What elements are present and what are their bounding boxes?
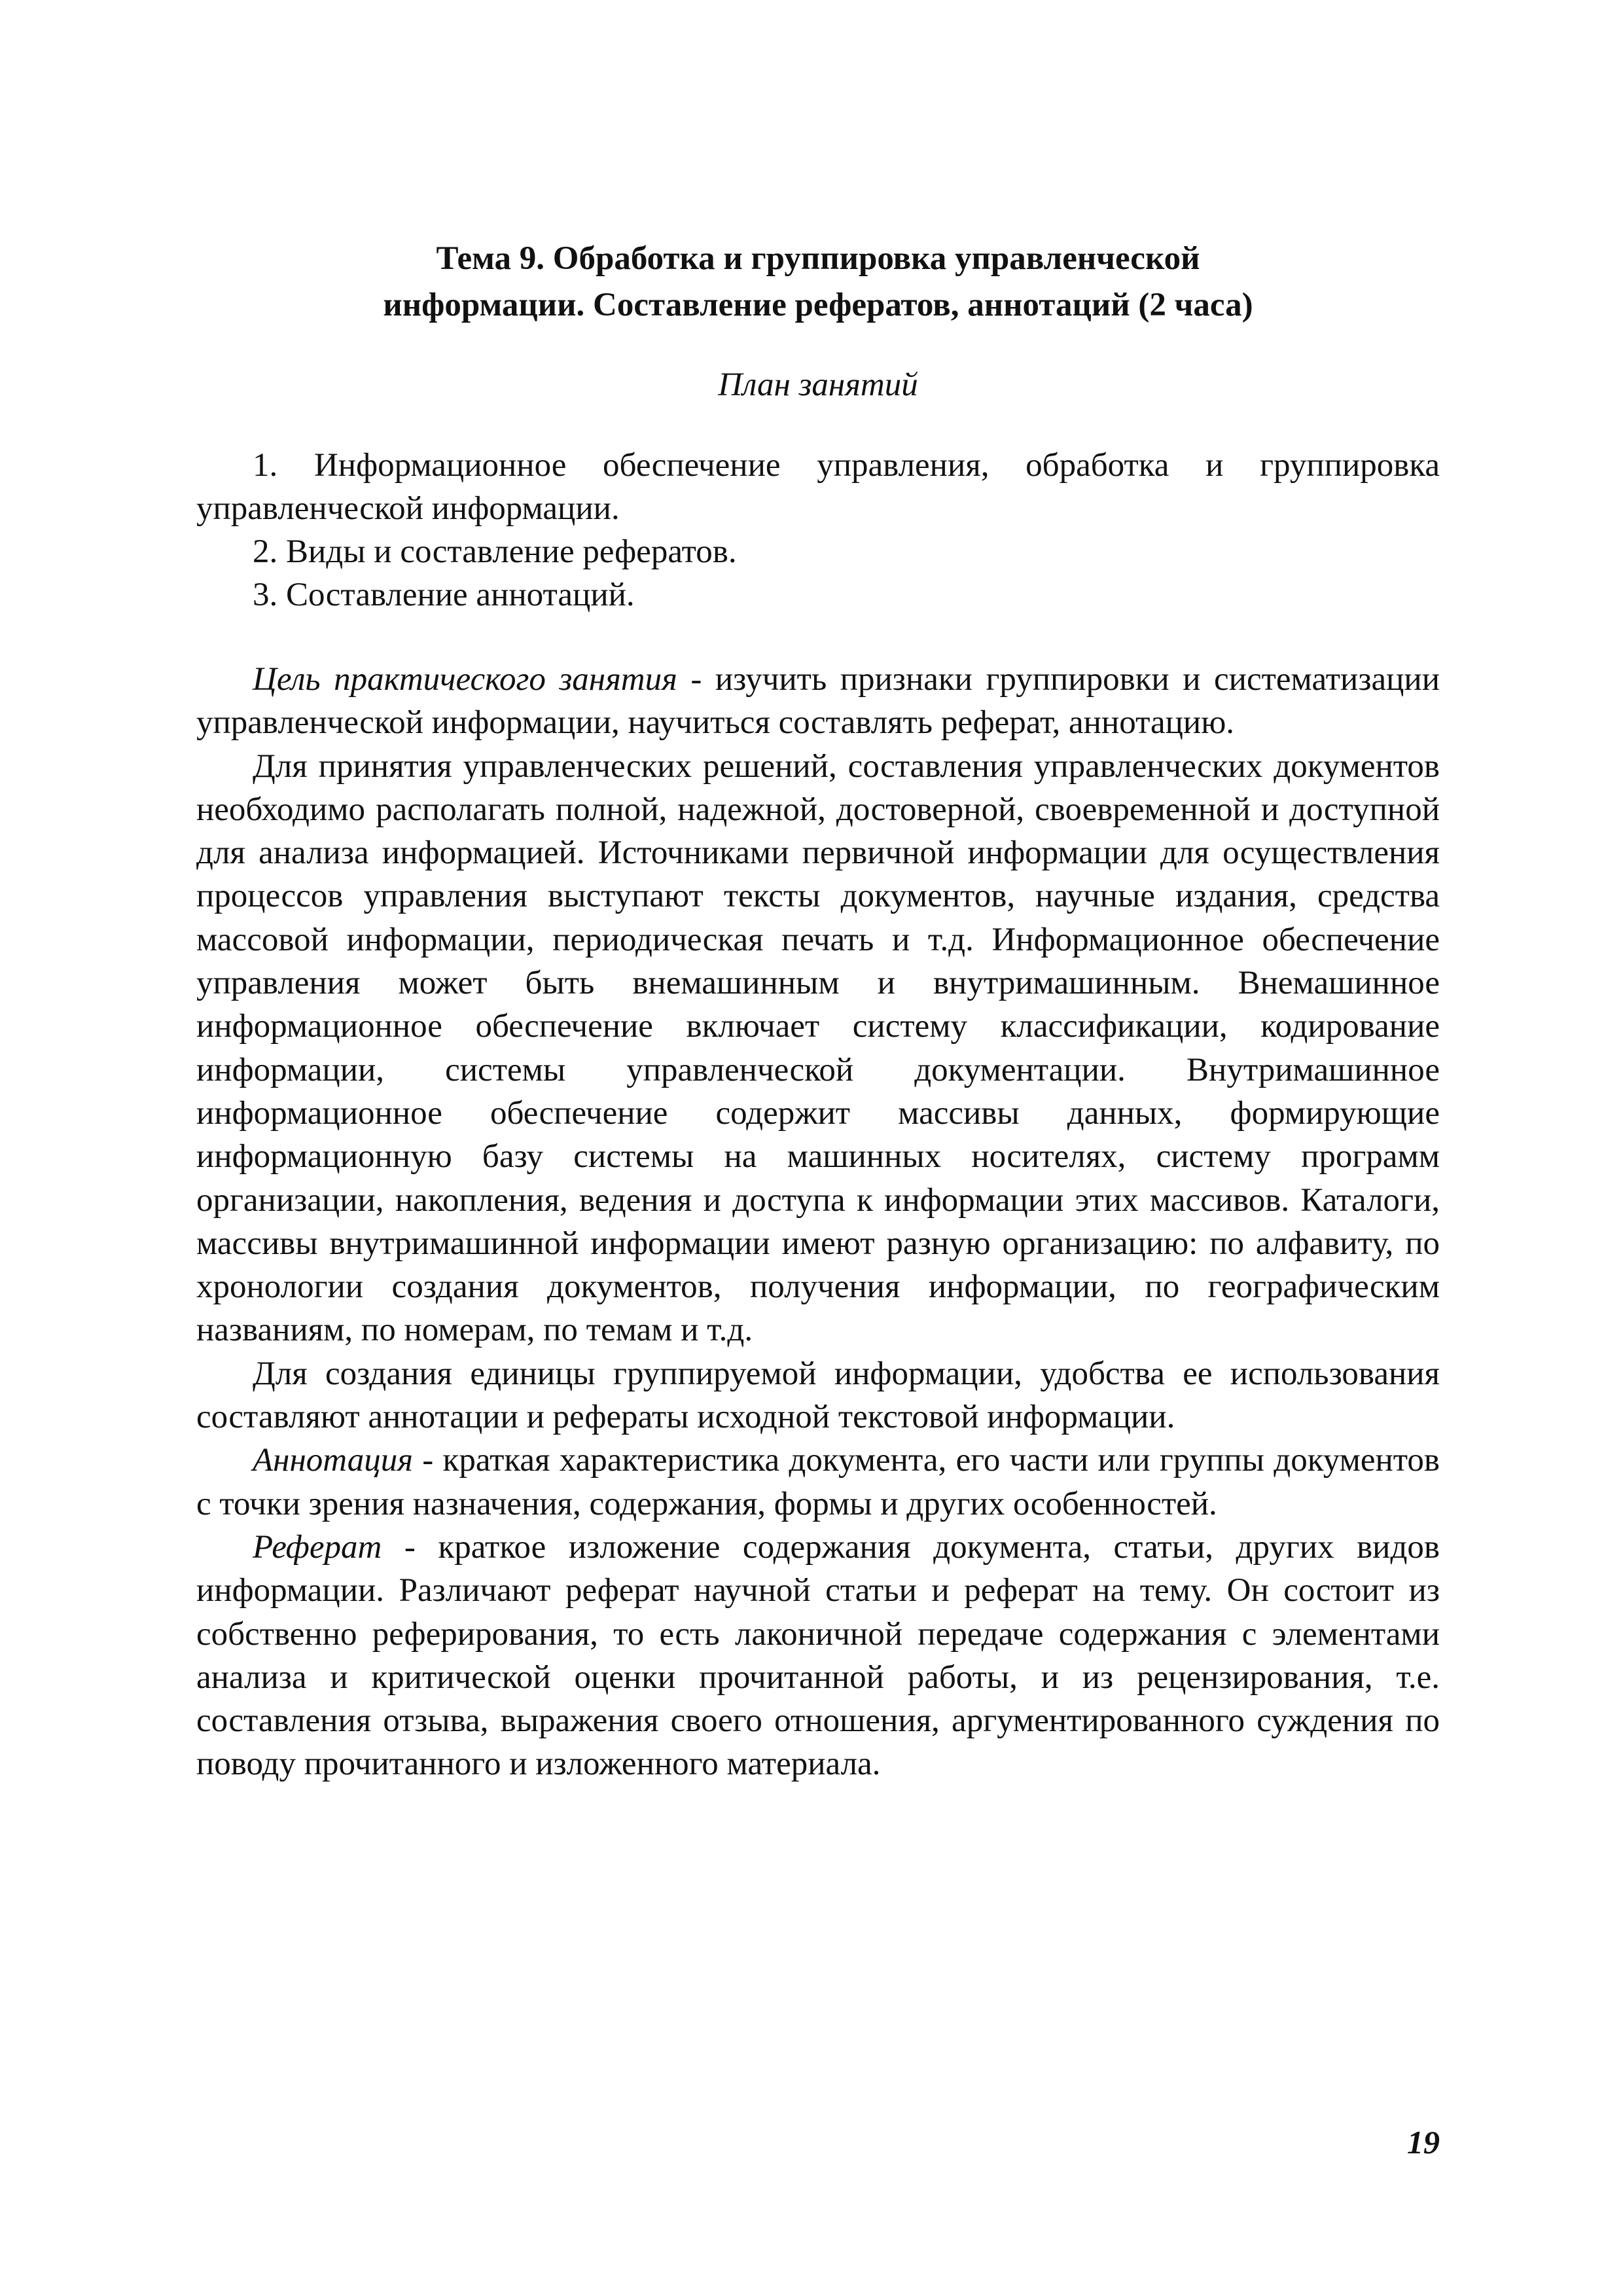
paragraph-annotation xyxy=(196,1439,1440,1526)
plan-item-1: 1. Информационное обеспечение управления, обработка и группировка управленческой информации. xyxy=(196,447,1440,527)
plan-item-3: 3. Составление аннотаций. xyxy=(253,577,635,613)
goal-term: Цель практического занятия xyxy=(253,661,677,698)
body-text xyxy=(196,658,1440,1786)
page-title-line-1: Тема 9. Обработка и группировка управленческой xyxy=(436,240,1200,277)
page-title xyxy=(196,236,1440,329)
plan-item-2: 2. Виды и составление рефератов. xyxy=(253,533,737,570)
annotation-term: Аннотация xyxy=(253,1442,413,1479)
page-title-line-2: информации. Составление рефератов, аннотаций (2 часа) xyxy=(383,287,1253,323)
referat-term: Реферат xyxy=(253,1528,382,1566)
plan-title: План занятий xyxy=(718,367,918,403)
paragraph-grouping: Для создания единицы группируемой информации, удобства ее использования составляют аннотации и рефераты исходной текстовой информации. xyxy=(196,1355,1440,1436)
goal-text: - изучить признаки группировки и систематизации управленческой информации, научиться составлять реферат, аннотацию. xyxy=(196,661,1440,742)
paragraph-referat xyxy=(196,1526,1440,1786)
paragraph-info-support: Для принятия управленческих решений, составления управленческих документов необходимо располагать полной, надежной, достоверной, своевременной и доступной для анализа информацией. Источниками первичной информации для осуществления процессов управления выступают тексты документов, научные издания, средства массовой информации, периодическая печать и т.д. Информационное обеспечение управления может быть внемашинным и внутримашинным. Внемашинное информационное обеспечение включает систему классификации, кодирование информации, системы управленческой документации. Внутримашинное информационное обеспечение содержит массивы данных, формирующие информационную базу системы на машинных носителях, систему программ организации, накопления, ведения и доступа к информации этих массивов. Каталоги, массивы внутримашинной информации имеют разную организацию: по алфавиту, по хронологии создания документов, получения информации, по географическим названиям, по номерам, по темам и т.д. xyxy=(196,747,1440,1349)
paragraph-goal xyxy=(196,658,1440,745)
referat-text: - краткое изложение содержания документа, статьи, других видов информации. Различают реферат научной статьи и реферат на тему. Он состоит из собственно реферирования, то есть лаконичной передаче содержания с элементами анализа и критической оценки прочитанной работы, и из рецензирования, т.е. составления отзыва, выражения своего отношения, аргументированного суждения по поводу прочитанного и изложенного материала. xyxy=(196,1528,1440,1783)
annotation-text: - краткая характеристика документа, его части или группы документов с точки зрения назначения, содержания, формы и других особенностей. xyxy=(196,1442,1440,1522)
document-page xyxy=(196,236,1440,1786)
page-number: 19 xyxy=(1407,2124,1440,2161)
plan-list xyxy=(196,444,1440,617)
